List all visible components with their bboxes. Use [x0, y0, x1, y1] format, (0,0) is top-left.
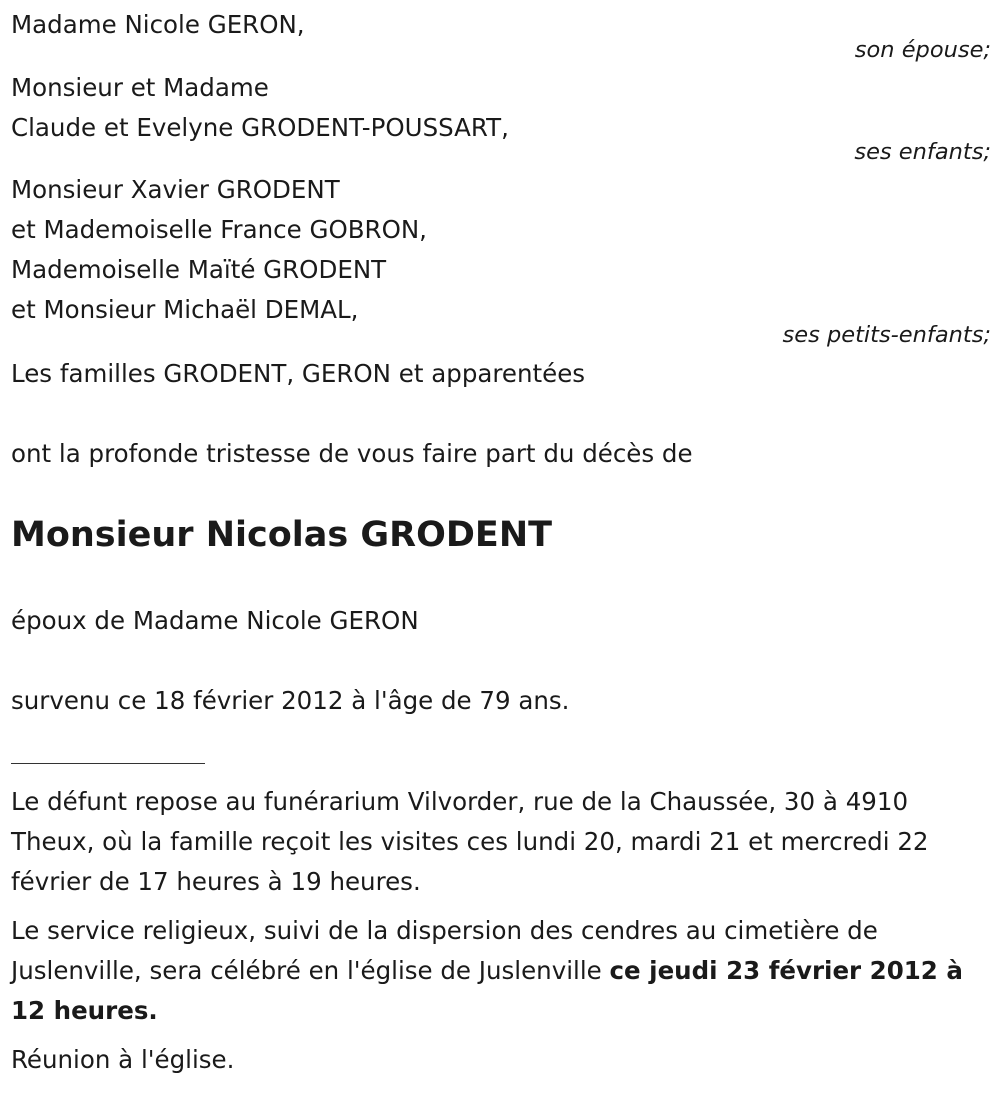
- announcement-line: ont la profonde tristesse de vous faire part du décès de: [11, 439, 693, 468]
- children-line-2: Claude et Evelyne GRODENT-POUSSART,: [11, 113, 509, 142]
- service-text: Le service religieux, suivi de la dispersion des cendres au cimetière de Juslenville, sera célébré en l'église de Juslenville: [11, 916, 878, 985]
- grandchildren-line-4: et Monsieur Michaël DEMAL,: [11, 295, 359, 324]
- spouse-role: son épouse;: [854, 37, 991, 63]
- grandchildren-role: ses petits-enfants;: [782, 322, 991, 348]
- visit-paragraph: Le défunt repose au funérarium Vilvorder, rue de la Chaussée, 30 à 4910 Theux, où la famille reçoit les visites ces lundi 20, mardi 21 et mercredi 22 février de 17 heures à 19 heures.: [11, 787, 929, 896]
- children-line-1: Monsieur et Madame: [11, 73, 269, 102]
- grandchildren-line-2: et Mademoiselle France GOBRON,: [11, 215, 427, 244]
- deceased-name: Monsieur Nicolas GRODENT: [11, 515, 552, 555]
- reunion-line: Réunion à l'église.: [11, 1045, 235, 1074]
- service-date: ce jeudi 23 février 2012 à 12 heures.: [11, 956, 963, 1025]
- children-role: ses enfants;: [854, 139, 991, 165]
- service-paragraph: [11, 911, 996, 1031]
- spouse-line: Madame Nicole GERON,: [11, 10, 305, 39]
- spouse-of-line: époux de Madame Nicole GERON: [11, 606, 419, 635]
- grandchildren-line-1: Monsieur Xavier GRODENT: [11, 175, 340, 204]
- death-line: survenu ce 18 février 2012 à l'âge de 79 ans.: [11, 686, 570, 715]
- separator-rule: [11, 763, 205, 764]
- families-line: Les familles GRODENT, GERON et apparentées: [11, 359, 586, 388]
- grandchildren-line-3: Mademoiselle Maïté GRODENT: [11, 255, 387, 284]
